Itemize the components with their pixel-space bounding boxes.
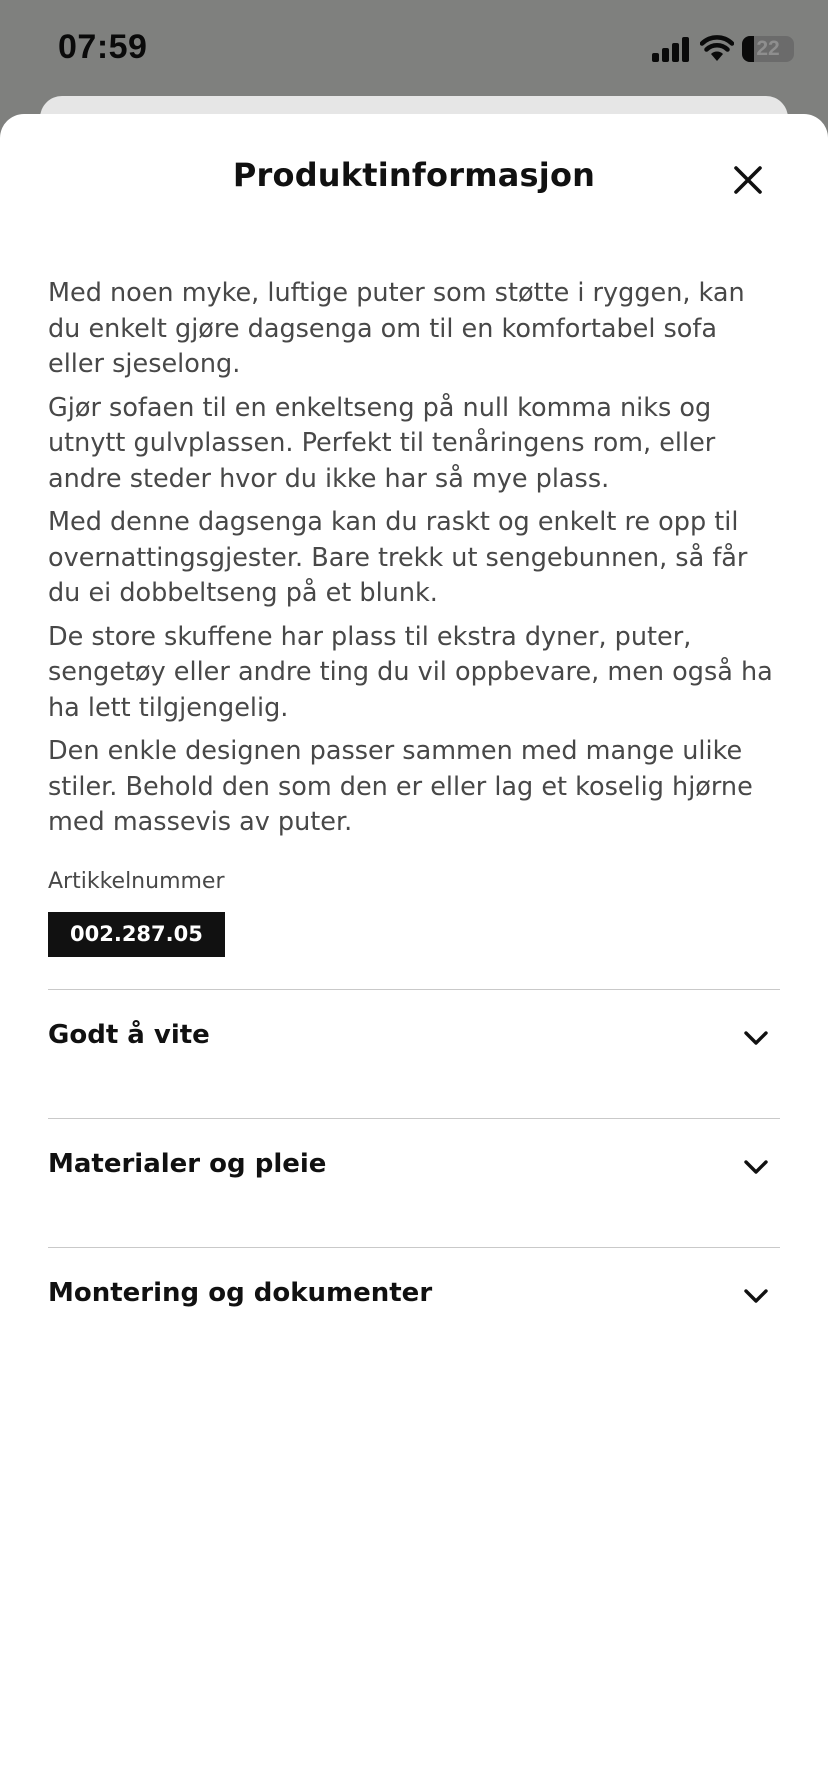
accordion-label: Godt å vite [48, 1019, 210, 1050]
description-paragraph: Den enkle designen passer sammen med mange ulike stiler. Behold den som den er eller lag et koselig hjørne med massevis av puter. [48, 736, 753, 837]
accordion-assembly-documents[interactable] [48, 1247, 780, 1376]
accordion-label: Materialer og pleie [48, 1148, 327, 1179]
description-paragraph: Gjør sofaen til en enkeltseng på null komma niks og utnytt gulvplassen. Perfekt til tenåringens rom, eller andre steder hvor du ikke har så mye plass. [48, 392, 716, 494]
sheet-title: Produktinformasjon [232, 156, 596, 194]
status-time: 07:59 [58, 28, 148, 66]
close-button[interactable] [722, 154, 774, 206]
description-paragraph: Med noen myke, luftige puter som støtte i ryggen, kan du enkelt gjøre dagsenga om til en komfortabel sofa eller sjeselong. [48, 278, 745, 379]
close-icon [733, 165, 763, 195]
sheet-content [48, 276, 780, 1376]
product-info-sheet [0, 114, 828, 1792]
accordion-label: Montering og dokumenter [48, 1277, 433, 1308]
accordion-good-to-know[interactable] [48, 989, 780, 1118]
battery-icon [742, 36, 794, 62]
description-paragraph: Med denne dagsenga kan du raskt og enkelt re opp til overnattingsgjester. Bare trekk ut sengebunnen, så får du ei dobbeltseng på et blunk. [48, 507, 748, 608]
article-number-label: Artikkelnummer [48, 868, 225, 894]
status-bar [0, 0, 828, 96]
chevron-down-icon [742, 1282, 770, 1310]
description-paragraph: De store skuffene har plass til ekstra dyner, puter, sengetøy eller andre ting du vil oppbevare, men også ha ha lett tilgjengelig. [48, 621, 773, 723]
product-description [48, 276, 780, 841]
chevron-down-icon [742, 1024, 770, 1052]
accordion [48, 989, 780, 1376]
wifi-icon [700, 34, 734, 62]
signal-icon [652, 36, 690, 62]
accordion-materials-care[interactable] [48, 1118, 780, 1247]
battery-level: 22 [756, 37, 780, 60]
article-number-badge: 002.287.05 [48, 912, 225, 957]
chevron-down-icon [742, 1153, 770, 1181]
